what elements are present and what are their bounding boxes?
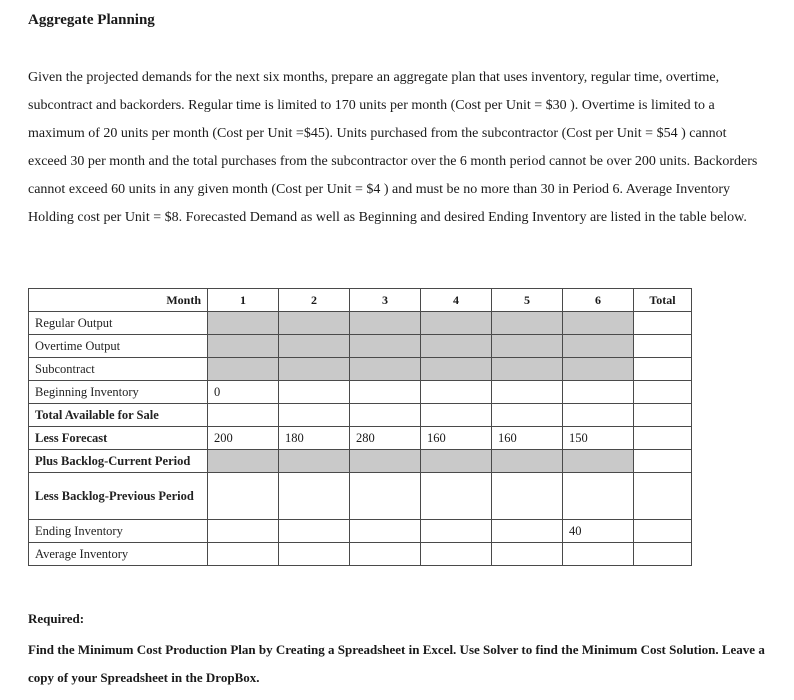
cell <box>634 404 692 427</box>
cell <box>492 473 563 520</box>
month-4-header: 4 <box>421 289 492 312</box>
cell <box>634 335 692 358</box>
forecast-month-3: 280 <box>350 427 421 450</box>
cell <box>563 450 634 473</box>
required-label: Required: <box>28 611 85 626</box>
cell <box>492 312 563 335</box>
cell <box>350 450 421 473</box>
cell <box>492 358 563 381</box>
less-forecast-label: Less Forecast <box>29 427 208 450</box>
cell <box>492 520 563 543</box>
aggregate-plan-table <box>28 288 692 566</box>
cell <box>634 427 692 450</box>
cell <box>279 358 350 381</box>
plus-backlog-current-label: Plus Backlog-Current Period <box>29 450 208 473</box>
cell <box>208 543 279 566</box>
cell <box>563 358 634 381</box>
cell <box>563 335 634 358</box>
beginning-inventory-month-1: 0 <box>208 381 279 404</box>
total-available-label: Total Available for Sale <box>29 404 208 427</box>
overtime-output-row <box>29 335 692 358</box>
cell <box>634 450 692 473</box>
total-header: Total <box>634 289 692 312</box>
cell <box>563 543 634 566</box>
cell <box>563 473 634 520</box>
forecast-month-5: 160 <box>492 427 563 450</box>
ending-inventory-month-6: 40 <box>563 520 634 543</box>
ending-inventory-row <box>29 520 692 543</box>
cell <box>279 381 350 404</box>
cell <box>492 450 563 473</box>
cell <box>350 520 421 543</box>
cell <box>421 543 492 566</box>
cell <box>279 312 350 335</box>
cell <box>350 381 421 404</box>
month-1-header: 1 <box>208 289 279 312</box>
cell <box>634 312 692 335</box>
less-backlog-previous-row <box>29 473 692 520</box>
cell <box>208 358 279 381</box>
month-5-header: 5 <box>492 289 563 312</box>
cell <box>492 335 563 358</box>
average-inventory-row <box>29 543 692 566</box>
cell <box>421 358 492 381</box>
cell <box>350 543 421 566</box>
cell <box>634 473 692 520</box>
cell <box>492 543 563 566</box>
cell <box>563 381 634 404</box>
cell <box>492 381 563 404</box>
cell <box>421 473 492 520</box>
subcontract-row <box>29 358 692 381</box>
required-text: Find the Minimum Cost Production Plan by Creating a Spreadsheet in Excel. Use Solver to find the Minimum Cost Solution. Leave a copy of your Spreadsheet in the DropBox. <box>28 642 765 685</box>
ending-inventory-label: Ending Inventory <box>29 520 208 543</box>
cell <box>208 450 279 473</box>
less-backlog-previous-label: Less Backlog-Previous Period <box>29 473 208 520</box>
month-2-header: 2 <box>279 289 350 312</box>
cell <box>279 450 350 473</box>
page-title: Aggregate Planning <box>28 12 155 28</box>
cell <box>208 404 279 427</box>
month-header: Month <box>29 289 208 312</box>
less-forecast-row <box>29 427 692 450</box>
forecast-month-4: 160 <box>421 427 492 450</box>
cell <box>563 312 634 335</box>
cell <box>634 358 692 381</box>
forecast-month-2: 180 <box>279 427 350 450</box>
header-row <box>29 289 692 312</box>
cell <box>492 404 563 427</box>
cell <box>421 404 492 427</box>
subcontract-label: Subcontract <box>29 358 208 381</box>
cell <box>208 312 279 335</box>
cell <box>421 335 492 358</box>
month-6-header: 6 <box>563 289 634 312</box>
average-inventory-label: Average Inventory <box>29 543 208 566</box>
cell <box>421 450 492 473</box>
cell <box>421 520 492 543</box>
cell <box>350 473 421 520</box>
problem-description: Given the projected demands for the next six months, prepare an aggregate plan that uses inventory, regular time, overtime, subcontract and backorders. Regular time is limited to 170 units per month (Cost per Unit = $30 ). Overtime is limited to a maximum of 20 units per month (Cost per Unit =$45). Units purchased from the subcontractor (Cost per Unit = $54 ) cannot exceed 30 per month and the total purchases from the subcontractor over the 6 month period cannot be over 200 units. Backorders cannot exceed 60 units in any given month (Cost per Unit = $4 ) and must be no more than 30 in Period 6. Average Inventory Holding cost per Unit = $8. Forecasted Demand as well as Beginning and desired Ending Inventory are listed in the table below. <box>28 70 758 225</box>
cell <box>563 404 634 427</box>
total-available-row <box>29 404 692 427</box>
cell <box>634 520 692 543</box>
month-3-header: 3 <box>350 289 421 312</box>
cell <box>421 381 492 404</box>
cell <box>279 520 350 543</box>
cell <box>279 543 350 566</box>
cell <box>279 473 350 520</box>
beginning-inventory-label: Beginning Inventory <box>29 381 208 404</box>
overtime-output-label: Overtime Output <box>29 335 208 358</box>
plus-backlog-current-row <box>29 450 692 473</box>
cell <box>279 335 350 358</box>
forecast-month-6: 150 <box>563 427 634 450</box>
cell <box>350 312 421 335</box>
cell <box>208 335 279 358</box>
regular-output-row <box>29 312 692 335</box>
cell <box>350 404 421 427</box>
beginning-inventory-row <box>29 381 692 404</box>
cell <box>350 335 421 358</box>
forecast-month-1: 200 <box>208 427 279 450</box>
cell <box>279 404 350 427</box>
cell <box>634 543 692 566</box>
cell <box>421 312 492 335</box>
cell <box>350 358 421 381</box>
cell <box>634 381 692 404</box>
cell <box>208 520 279 543</box>
cell <box>208 473 279 520</box>
regular-output-label: Regular Output <box>29 312 208 335</box>
